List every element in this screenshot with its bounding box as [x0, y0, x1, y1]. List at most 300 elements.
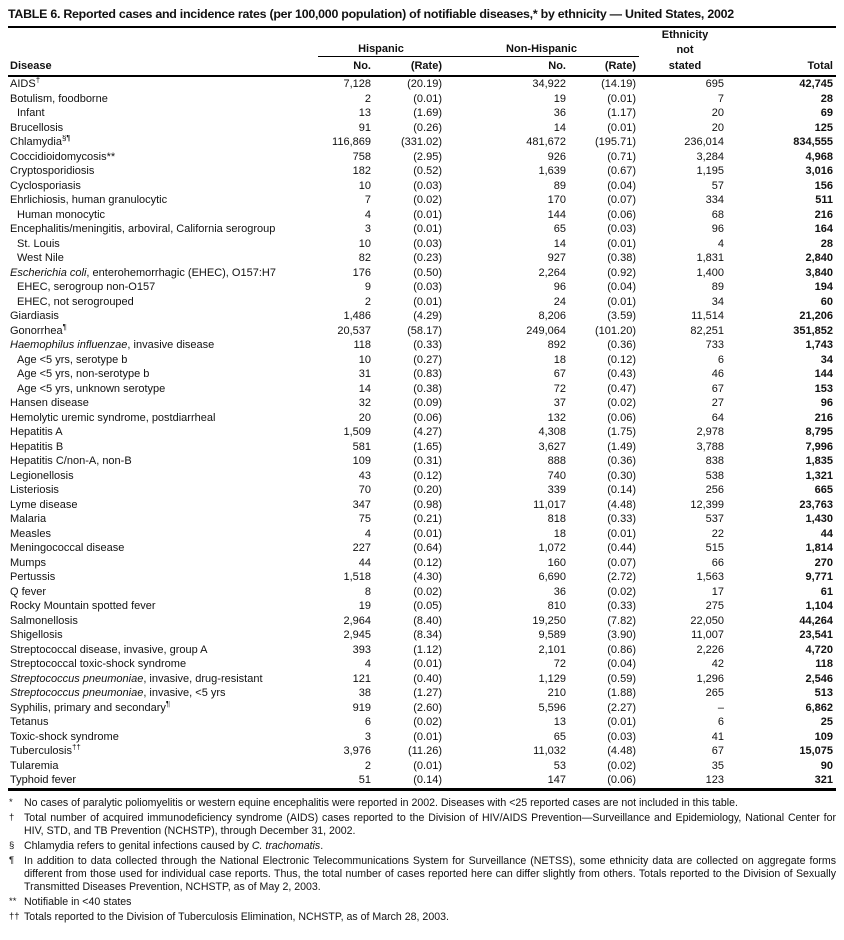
hispanic-rate-value: (0.01)	[413, 527, 442, 540]
hispanic-rate-value: (331.02)	[401, 136, 442, 148]
col-header-hispanic-rate: (Rate)	[374, 57, 444, 77]
ethnicity-not-stated-value: 733	[705, 339, 724, 351]
hispanic-rate-value: (0.01)	[413, 658, 442, 670]
hispanic-no-value: 10	[358, 179, 371, 192]
nonhispanic-rate-value: (0.59)	[607, 672, 636, 685]
col-header-disease: Disease	[8, 57, 318, 77]
nonhispanic-no-value: 2,264	[538, 266, 566, 279]
total-value: 3,016	[805, 165, 833, 177]
table-row	[8, 454, 836, 469]
hispanic-rate-value: (0.64)	[413, 542, 442, 554]
nonhispanic-rate-value: (1.75)	[607, 426, 636, 438]
total-value: 23,541	[799, 629, 833, 641]
ethnicity-not-stated-value: 334	[705, 194, 724, 206]
nonhispanic-rate-value: (101.20)	[595, 324, 636, 337]
footnote: * No cases of paralytic poliomyelitis or western equine encephalitis were reported in 2002. Diseases with <25 reported cases are not included in this table.	[9, 796, 738, 809]
disease-name: Hepatitis A	[10, 426, 63, 438]
table-row	[8, 353, 836, 368]
footnotes	[8, 797, 836, 925]
nonhispanic-no-value: 926	[547, 150, 566, 163]
hispanic-no-value: 121	[352, 672, 371, 685]
total-value: 96	[820, 397, 833, 409]
nonhispanic-no-value: 888	[547, 455, 566, 467]
total-value: 6,862	[805, 701, 833, 714]
hispanic-no-value: 919	[352, 701, 371, 714]
hispanic-no-value: 8	[364, 585, 371, 598]
nonhispanic-rate-value: (0.92)	[607, 266, 636, 279]
nonhispanic-rate-value: (0.67)	[607, 165, 636, 177]
col-header-total: Total	[731, 57, 836, 77]
disease-name: Infant	[17, 107, 45, 119]
hispanic-no-value: 9	[364, 281, 371, 293]
nonhispanic-rate-value: (3.90)	[607, 629, 636, 641]
nonhispanic-rate-value: (0.38)	[607, 252, 636, 264]
header-spacer	[444, 28, 639, 42]
ethnicity-not-stated-value: 1,195	[696, 165, 724, 177]
footnote: † Total number of acquired immunodeficiency syndrome (AIDS) cases reported to the Division of HIV/AIDS Prevention—Surveillance and Epidemiology, National Center for HIV, STD, and TB Prevention (NCHSTP), through December 31, 2002.	[9, 811, 836, 837]
table-row	[8, 193, 836, 208]
col-group-hispanic: Hispanic	[318, 42, 444, 57]
ethnicity-not-stated-value: 42	[711, 658, 724, 670]
hispanic-no-value: 10	[358, 237, 371, 250]
total-value: 216	[814, 208, 833, 221]
table-row	[8, 382, 836, 397]
disease-name: Chlamydia§¶	[10, 135, 71, 148]
total-value: 216	[814, 411, 833, 424]
disease-name: Salmonellosis	[10, 614, 78, 627]
hispanic-no-value: 43	[358, 469, 371, 482]
footnote-marker: ††	[9, 911, 20, 923]
table-row	[8, 541, 836, 556]
nonhispanic-rate-value: (0.36)	[607, 455, 636, 467]
nonhispanic-rate-value: (0.02)	[607, 585, 636, 598]
footnote-reference: †	[35, 76, 41, 85]
disease-name: Shigellosis	[10, 629, 63, 641]
ethnicity-not-stated-value: 1,831	[696, 252, 724, 264]
disease-name: Legionellosis	[10, 469, 74, 482]
table-row	[8, 121, 836, 136]
hispanic-no-value: 44	[358, 556, 371, 569]
nonhispanic-rate-value: (0.12)	[607, 353, 636, 366]
nonhispanic-no-value: 892	[547, 339, 566, 351]
hispanic-rate-value: (2.95)	[413, 150, 442, 163]
nonhispanic-no-value: 36	[553, 585, 566, 598]
footnote-marker: **	[9, 896, 17, 908]
hispanic-rate-value: (1.65)	[413, 440, 442, 453]
ethnicity-not-stated-value: 12,399	[690, 498, 724, 511]
table-row	[8, 367, 836, 382]
hispanic-no-value: 3	[364, 223, 371, 235]
hispanic-no-value: 182	[352, 165, 371, 177]
disease-name: EHEC, not serogrouped	[17, 295, 134, 308]
ethnicity-not-stated-value: 6	[717, 353, 724, 366]
nonhispanic-no-value: 13	[553, 716, 566, 728]
table-row	[8, 106, 836, 121]
nonhispanic-rate-value: (0.01)	[607, 295, 636, 308]
hispanic-rate-value: (2.60)	[413, 701, 442, 714]
total-value: 1,104	[805, 600, 833, 612]
hispanic-rate-value: (0.01)	[413, 223, 442, 235]
total-value: 1,835	[805, 455, 833, 467]
hispanic-no-value: 3,976	[343, 745, 371, 757]
hispanic-rate-value: (0.09)	[413, 397, 442, 409]
nonhispanic-no-value: 14	[553, 121, 566, 134]
table-row	[8, 701, 836, 716]
table-row	[8, 150, 836, 165]
ethnicity-not-stated-value: 11,007	[691, 629, 724, 641]
nonhispanic-no-value: 65	[553, 730, 566, 743]
disease-name: EHEC, serogroup non-O157	[17, 281, 156, 293]
disease-name: Hemolytic uremic syndrome, postdiarrheal	[10, 411, 216, 424]
nonhispanic-no-value: 72	[553, 382, 566, 395]
nonhispanic-no-value: 1,639	[538, 165, 566, 177]
nonhispanic-no-value: 72	[553, 658, 566, 670]
footnote-reference: ¶	[165, 700, 171, 708]
hispanic-rate-value: (0.33)	[413, 339, 442, 351]
hispanic-no-value: 13	[358, 107, 371, 119]
nonhispanic-rate-value: (0.14)	[607, 484, 636, 496]
nonhispanic-no-value: 96	[553, 281, 566, 293]
total-value: 4,968	[805, 150, 833, 163]
table-row	[8, 266, 836, 281]
col-header-ethnicity-line1: Ethnicity	[661, 29, 709, 41]
table-row	[8, 773, 836, 789]
disease-name: Measles	[10, 527, 51, 540]
hispanic-no-value: 2	[364, 295, 371, 308]
ethnicity-not-stated-value: 34	[711, 295, 724, 308]
ethnicity-not-stated-value: 275	[705, 600, 724, 612]
total-value: 42,745	[799, 78, 833, 90]
footnote-reference: §¶	[61, 135, 71, 143]
total-value: 194	[814, 281, 833, 293]
nonhispanic-no-value: 6,690	[538, 571, 566, 583]
table-row	[8, 512, 836, 527]
footnote-reference: ¶	[62, 323, 67, 331]
table-row	[8, 672, 836, 687]
ethnicity-not-stated-value: 57	[711, 179, 724, 192]
nonhispanic-rate-value: (0.06)	[607, 411, 636, 424]
hispanic-rate-value: (0.40)	[413, 672, 442, 685]
total-value: 321	[814, 774, 833, 786]
table-row	[8, 469, 836, 484]
nonhispanic-rate-value: (0.04)	[607, 281, 636, 293]
hispanic-rate-value: (4.29)	[413, 310, 442, 322]
disease-name: Encephalitis/meningitis, arboviral, California serogroup	[10, 223, 276, 235]
nonhispanic-no-value: 170	[547, 194, 566, 206]
hispanic-rate-value: (0.38)	[413, 382, 442, 395]
nonhispanic-rate-value: (0.07)	[607, 194, 636, 206]
nonhispanic-no-value: 132	[547, 411, 566, 424]
total-value: 60	[820, 295, 833, 308]
nonhispanic-rate-value: (0.01)	[607, 716, 636, 728]
ethnicity-not-stated-value: 11,514	[691, 310, 724, 322]
hispanic-rate-value: (0.03)	[413, 237, 442, 250]
disease-name: Malaria	[10, 513, 47, 525]
table-row	[8, 556, 836, 571]
total-value: 23,763	[799, 498, 833, 511]
table-row	[8, 498, 836, 513]
hispanic-no-value: 1,486	[343, 310, 371, 322]
ethnicity-not-stated-value: 1,400	[696, 266, 724, 279]
hispanic-no-value: 227	[352, 542, 371, 554]
table-row	[8, 135, 836, 150]
hispanic-no-value: 20	[358, 411, 371, 424]
nonhispanic-no-value: 339	[547, 484, 566, 496]
table-row	[8, 527, 836, 542]
nonhispanic-no-value: 11,032	[533, 745, 566, 757]
ethnicity-not-stated-value: 515	[705, 542, 724, 554]
total-value: 1,430	[805, 513, 833, 525]
hispanic-no-value: 31	[358, 368, 371, 380]
total-value: 834,555	[793, 136, 833, 148]
nonhispanic-rate-value: (0.01)	[607, 121, 636, 134]
hispanic-rate-value: (0.21)	[413, 513, 442, 525]
table-row	[8, 657, 836, 672]
table-row	[8, 483, 836, 498]
disease-name: Syphilis, primary and secondary¶	[10, 700, 171, 714]
hispanic-no-value: 3	[364, 730, 371, 743]
nonhispanic-rate-value: (7.82)	[607, 614, 636, 627]
ethnicity-not-stated-value: 256	[705, 484, 724, 496]
table-row	[8, 237, 836, 252]
nonhispanic-no-value: 160	[547, 556, 566, 569]
table-row	[8, 208, 836, 223]
nonhispanic-rate-value: (0.36)	[607, 339, 636, 351]
footnote-marker: †	[9, 811, 15, 823]
hispanic-no-value: 20,537	[337, 324, 371, 337]
table-row	[8, 628, 836, 643]
total-value: 511	[815, 194, 833, 206]
ethnicity-not-stated-value: 1,296	[696, 672, 724, 685]
hispanic-rate-value: (0.50)	[413, 266, 442, 279]
header-spacer	[731, 28, 836, 42]
table-row	[8, 92, 836, 107]
table-row	[8, 599, 836, 614]
table-row	[8, 440, 836, 455]
nonhispanic-no-value: 147	[547, 774, 566, 786]
nonhispanic-no-value: 24	[553, 295, 566, 308]
hispanic-no-value: 758	[352, 150, 371, 163]
ethnicity-not-stated-value: 3,284	[696, 150, 724, 163]
ethnicity-not-stated-value: 1,563	[696, 571, 724, 583]
hispanic-no-value: 2	[364, 759, 371, 772]
hispanic-rate-value: (0.01)	[413, 92, 442, 105]
hispanic-no-value: 82	[358, 252, 371, 264]
total-value: 8,795	[805, 426, 833, 438]
disease-name: Botulism, foodborne	[10, 92, 108, 105]
table-row	[8, 324, 836, 339]
total-value: 1,743	[805, 339, 833, 351]
col-group-non-hispanic: Non-Hispanic	[444, 42, 639, 57]
hispanic-no-value: 118	[353, 339, 371, 351]
table-row	[8, 164, 836, 179]
nonhispanic-no-value: 18	[553, 527, 566, 540]
total-value: 125	[814, 121, 833, 134]
nonhispanic-rate-value: (0.47)	[607, 382, 636, 395]
hispanic-rate-value: (0.02)	[413, 585, 442, 598]
total-value: 28	[820, 237, 833, 250]
hispanic-rate-value: (0.01)	[413, 295, 442, 308]
hispanic-no-value: 581	[352, 440, 371, 453]
nonhispanic-no-value: 19	[553, 92, 566, 105]
hispanic-no-value: 51	[358, 774, 371, 786]
total-value: 61	[820, 585, 833, 598]
table-body	[8, 76, 836, 789]
header-spacer	[8, 28, 318, 42]
total-value: 156	[814, 179, 833, 192]
disease-name: Streptococcal disease, invasive, group A	[10, 643, 208, 656]
disease-name: West Nile	[17, 252, 64, 264]
disease-name: Streptococcal toxic-shock syndrome	[10, 658, 187, 670]
ethnicity-not-stated-value: 67	[711, 382, 724, 395]
ethnicity-not-stated-value: 27	[711, 397, 724, 409]
ethnicity-not-stated-value: 265	[705, 687, 724, 699]
ethnicity-not-stated-value: 66	[711, 556, 724, 569]
ethnicity-not-stated-value: 22,050	[690, 614, 724, 627]
ethnicity-not-stated-value: 537	[705, 513, 724, 525]
total-value: 665	[814, 484, 833, 496]
disease-name: Cryptosporidiosis	[10, 165, 95, 177]
hispanic-no-value: 70	[358, 484, 371, 496]
hispanic-rate-value: (0.98)	[413, 498, 442, 511]
table-row	[8, 643, 836, 658]
disease-name: Lyme disease	[10, 498, 78, 511]
nonhispanic-rate-value: (195.71)	[595, 136, 636, 148]
nonhispanic-no-value: 818	[547, 513, 566, 525]
ethnicity-not-stated-value: 35	[711, 759, 724, 772]
table-row	[8, 295, 836, 310]
table-row	[8, 715, 836, 730]
total-value: 9,771	[805, 571, 833, 583]
disease-name: Age <5 yrs, serotype b	[17, 353, 128, 366]
disease-table	[8, 28, 836, 791]
table-row	[8, 251, 836, 266]
total-value: 270	[814, 556, 833, 569]
nonhispanic-rate-value: (1.17)	[607, 107, 636, 119]
hispanic-no-value: 2,945	[343, 629, 371, 641]
hispanic-no-value: 75	[358, 513, 371, 525]
nonhispanic-rate-value: (0.07)	[607, 556, 636, 569]
hispanic-no-value: 91	[358, 121, 371, 134]
table-row	[8, 614, 836, 629]
footnote: ¶ In addition to data collected through the National Electronic Telecommunications System for Surveillance (NETSS), some ethnicity data are collected on aggregate forms different from those used for individual case reports. Thus, the total number of cases reported here can differ slightly from others. Totals reported to the Division of Sexually Transmitted Diseases Prevention, NCHSTP, as of May 2, 2003.	[9, 854, 836, 894]
total-value: 7,996	[805, 440, 833, 453]
nonhispanic-no-value: 11,017	[533, 498, 566, 511]
hispanic-rate-value: (0.01)	[413, 730, 442, 743]
nonhispanic-rate-value: (0.04)	[607, 179, 636, 192]
hispanic-rate-value: (8.34)	[413, 629, 442, 641]
hispanic-rate-value: (1.12)	[413, 643, 442, 656]
disease-name: Brucellosis	[10, 121, 64, 134]
ethnicity-not-stated-value: –	[717, 701, 724, 714]
ethnicity-not-stated-value: 96	[711, 223, 724, 235]
hispanic-no-value: 1,509	[343, 426, 371, 438]
disease-name: Listeriosis	[10, 484, 59, 496]
disease-name: Toxic-shock syndrome	[10, 730, 119, 743]
disease-name: Escherichia coli, enterohemorrhagic (EHEC), O157:H7	[10, 266, 276, 279]
nonhispanic-rate-value: (0.06)	[607, 774, 636, 786]
disease-name: Tularemia	[10, 759, 59, 772]
hispanic-no-value: 7,128	[343, 78, 371, 90]
nonhispanic-rate-value: (2.27)	[607, 701, 636, 714]
table-row	[8, 179, 836, 194]
disease-name: Age <5 yrs, non-serotype b	[17, 368, 150, 380]
hispanic-rate-value: (0.03)	[413, 281, 442, 293]
table-row	[8, 686, 836, 701]
ethnicity-not-stated-value: 838	[705, 455, 724, 467]
hispanic-rate-value: (11.26)	[407, 745, 442, 757]
hispanic-rate-value: (58.17)	[407, 324, 442, 337]
ethnicity-not-stated-value: 20	[711, 107, 724, 119]
nonhispanic-rate-value: (0.01)	[607, 92, 636, 105]
table-row	[8, 411, 836, 426]
hispanic-rate-value: (20.19)	[407, 78, 442, 90]
ethnicity-not-stated-value: 46	[711, 368, 724, 380]
table-row	[8, 280, 836, 295]
disease-name: Tuberculosis††	[10, 744, 81, 757]
total-value: 351,852	[793, 324, 833, 337]
hispanic-rate-value: (0.01)	[413, 208, 442, 221]
nonhispanic-rate-value: (0.02)	[607, 759, 636, 772]
disease-name: Streptococcus pneumoniae, invasive, <5 yrs	[10, 687, 226, 699]
ethnicity-not-stated-value: 4	[717, 237, 724, 250]
ethnicity-not-stated-value: 2,978	[696, 426, 724, 438]
nonhispanic-no-value: 65	[553, 223, 566, 235]
table-row	[8, 730, 836, 745]
nonhispanic-no-value: 927	[547, 252, 566, 264]
nonhispanic-no-value: 1,072	[538, 542, 566, 554]
hispanic-rate-value: (0.14)	[413, 774, 442, 786]
hispanic-rate-value: (0.01)	[413, 759, 442, 772]
disease-name: Human monocytic	[17, 208, 106, 221]
footnote-reference: ††	[71, 744, 81, 752]
total-value: 513	[814, 687, 833, 699]
nonhispanic-rate-value: (0.03)	[607, 730, 636, 743]
table-row	[8, 425, 836, 440]
table-row	[8, 76, 836, 92]
total-value: 3,840	[805, 266, 833, 279]
footnote-marker: §	[9, 839, 15, 851]
hispanic-rate-value: (0.02)	[413, 716, 442, 728]
col-header-nonhispanic-rate: (Rate)	[569, 57, 639, 77]
ethnicity-not-stated-value: 89	[711, 281, 724, 293]
nonhispanic-no-value: 34,922	[532, 78, 566, 90]
hispanic-no-value: 2,964	[343, 614, 371, 627]
hispanic-rate-value: (0.12)	[413, 556, 442, 569]
total-value: 44,264	[799, 614, 833, 627]
ethnicity-not-stated-value: 68	[711, 208, 724, 221]
nonhispanic-rate-value: (2.72)	[607, 571, 636, 583]
header-spacer	[318, 28, 444, 42]
total-value: 1,321	[805, 469, 833, 482]
nonhispanic-rate-value: (1.49)	[607, 440, 636, 453]
disease-name: Hepatitis C/non-A, non-B	[10, 455, 132, 467]
ethnicity-not-stated-value: 17	[711, 585, 724, 598]
nonhispanic-rate-value: (0.02)	[607, 397, 636, 409]
nonhispanic-no-value: 18	[553, 353, 566, 366]
ethnicity-not-stated-value: 22	[711, 527, 724, 540]
total-value: 109	[814, 730, 833, 743]
table-row	[8, 396, 836, 411]
nonhispanic-rate-value: (0.44)	[607, 542, 636, 554]
hispanic-no-value: 1,518	[343, 571, 371, 583]
nonhispanic-rate-value: (0.86)	[607, 643, 636, 656]
disease-name: Giardiasis	[10, 310, 59, 322]
table-row	[8, 222, 836, 237]
hispanic-rate-value: (0.20)	[413, 484, 442, 496]
table-row	[8, 338, 836, 353]
nonhispanic-rate-value: (14.19)	[601, 78, 636, 90]
